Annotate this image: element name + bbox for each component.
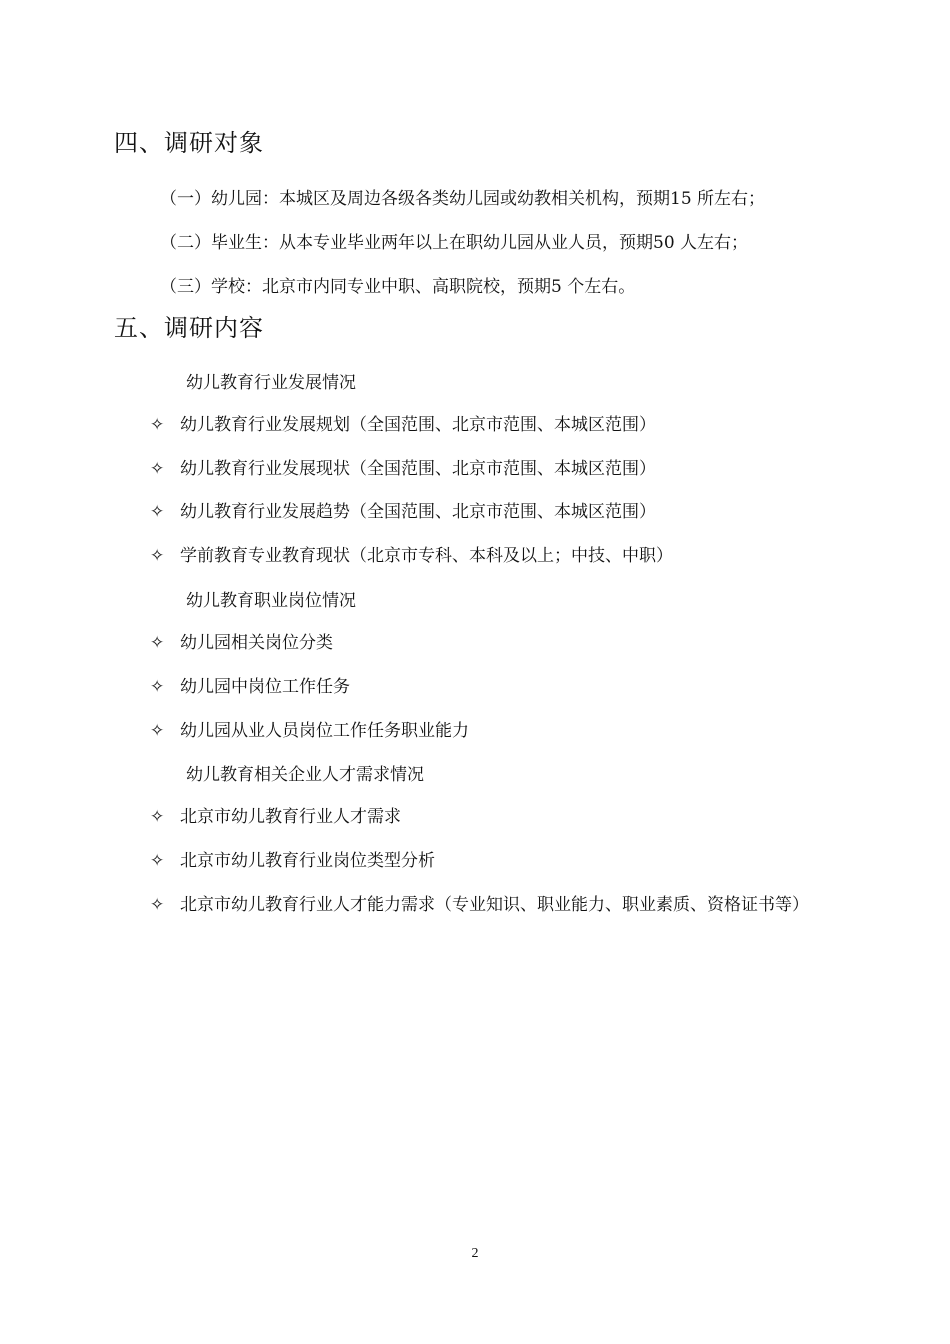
list-item xyxy=(150,458,656,480)
list-item xyxy=(150,545,673,567)
group-heading-job-positions: 幼儿教育职业岗位情况 xyxy=(186,591,356,611)
diamond-star-bullet-icon: ✧ xyxy=(150,415,165,435)
list-item xyxy=(150,632,333,654)
list-item xyxy=(150,414,656,436)
diamond-star-bullet-icon: ✧ xyxy=(150,895,165,915)
diamond-star-bullet-icon: ✧ xyxy=(150,721,165,741)
list-item xyxy=(150,720,469,742)
list-item-text: 幼儿园中岗位工作任务 xyxy=(180,677,350,697)
list-item xyxy=(150,806,401,828)
diamond-star-bullet-icon: ✧ xyxy=(150,546,165,566)
page-number: 2 xyxy=(471,1246,479,1261)
section-4-title: 四、调研对象 xyxy=(114,129,264,157)
research-target-graduates: （二）毕业生：从本专业毕业两年以上在职幼儿园从业人员，预期50 人左右； xyxy=(160,233,749,253)
list-item-text: 幼儿教育行业发展现状（全国范围、北京市范围、本城区范围） xyxy=(180,459,656,479)
list-item-text: 幼儿教育行业发展趋势（全国范围、北京市范围、本城区范围） xyxy=(180,502,656,522)
list-item xyxy=(150,894,180,916)
list-item-text: 北京市幼儿教育行业岗位类型分析 xyxy=(180,851,435,871)
research-target-kindergarten: （一）幼儿园：本城区及周边各级各类幼儿园或幼教相关机构，预期15 所左右； xyxy=(160,189,766,209)
list-item-text: 北京市幼儿教育行业人才能力需求（专业知识、职业能力、职业素质、资格证书等） xyxy=(180,895,809,915)
section-5-title: 五、调研内容 xyxy=(114,314,264,342)
diamond-star-bullet-icon: ✧ xyxy=(150,677,165,697)
diamond-star-bullet-icon: ✧ xyxy=(150,459,165,479)
list-item-text: 学前教育专业教育现状（北京市专科、本科及以上；中技、中职） xyxy=(180,546,673,566)
list-item-text: 幼儿园从业人员岗位工作任务职业能力 xyxy=(180,721,469,741)
group-heading-industry-development: 幼儿教育行业发展情况 xyxy=(186,373,356,393)
list-item-text: 幼儿教育行业发展规划（全国范围、北京市范围、本城区范围） xyxy=(180,415,656,435)
list-item xyxy=(150,676,350,698)
list-item xyxy=(150,501,656,523)
diamond-star-bullet-icon: ✧ xyxy=(150,633,165,653)
diamond-star-bullet-icon: ✧ xyxy=(150,807,165,827)
list-item-text: 北京市幼儿教育行业人才需求 xyxy=(180,807,401,827)
research-target-schools: （三）学校：北京市内同专业中职、高职院校，预期5 个左右。 xyxy=(160,277,636,297)
list-item-text: 幼儿园相关岗位分类 xyxy=(180,633,333,653)
group-heading-talent-demand: 幼儿教育相关企业人才需求情况 xyxy=(186,765,424,785)
list-item xyxy=(150,850,435,872)
diamond-star-bullet-icon: ✧ xyxy=(150,502,165,522)
diamond-star-bullet-icon: ✧ xyxy=(150,851,165,871)
